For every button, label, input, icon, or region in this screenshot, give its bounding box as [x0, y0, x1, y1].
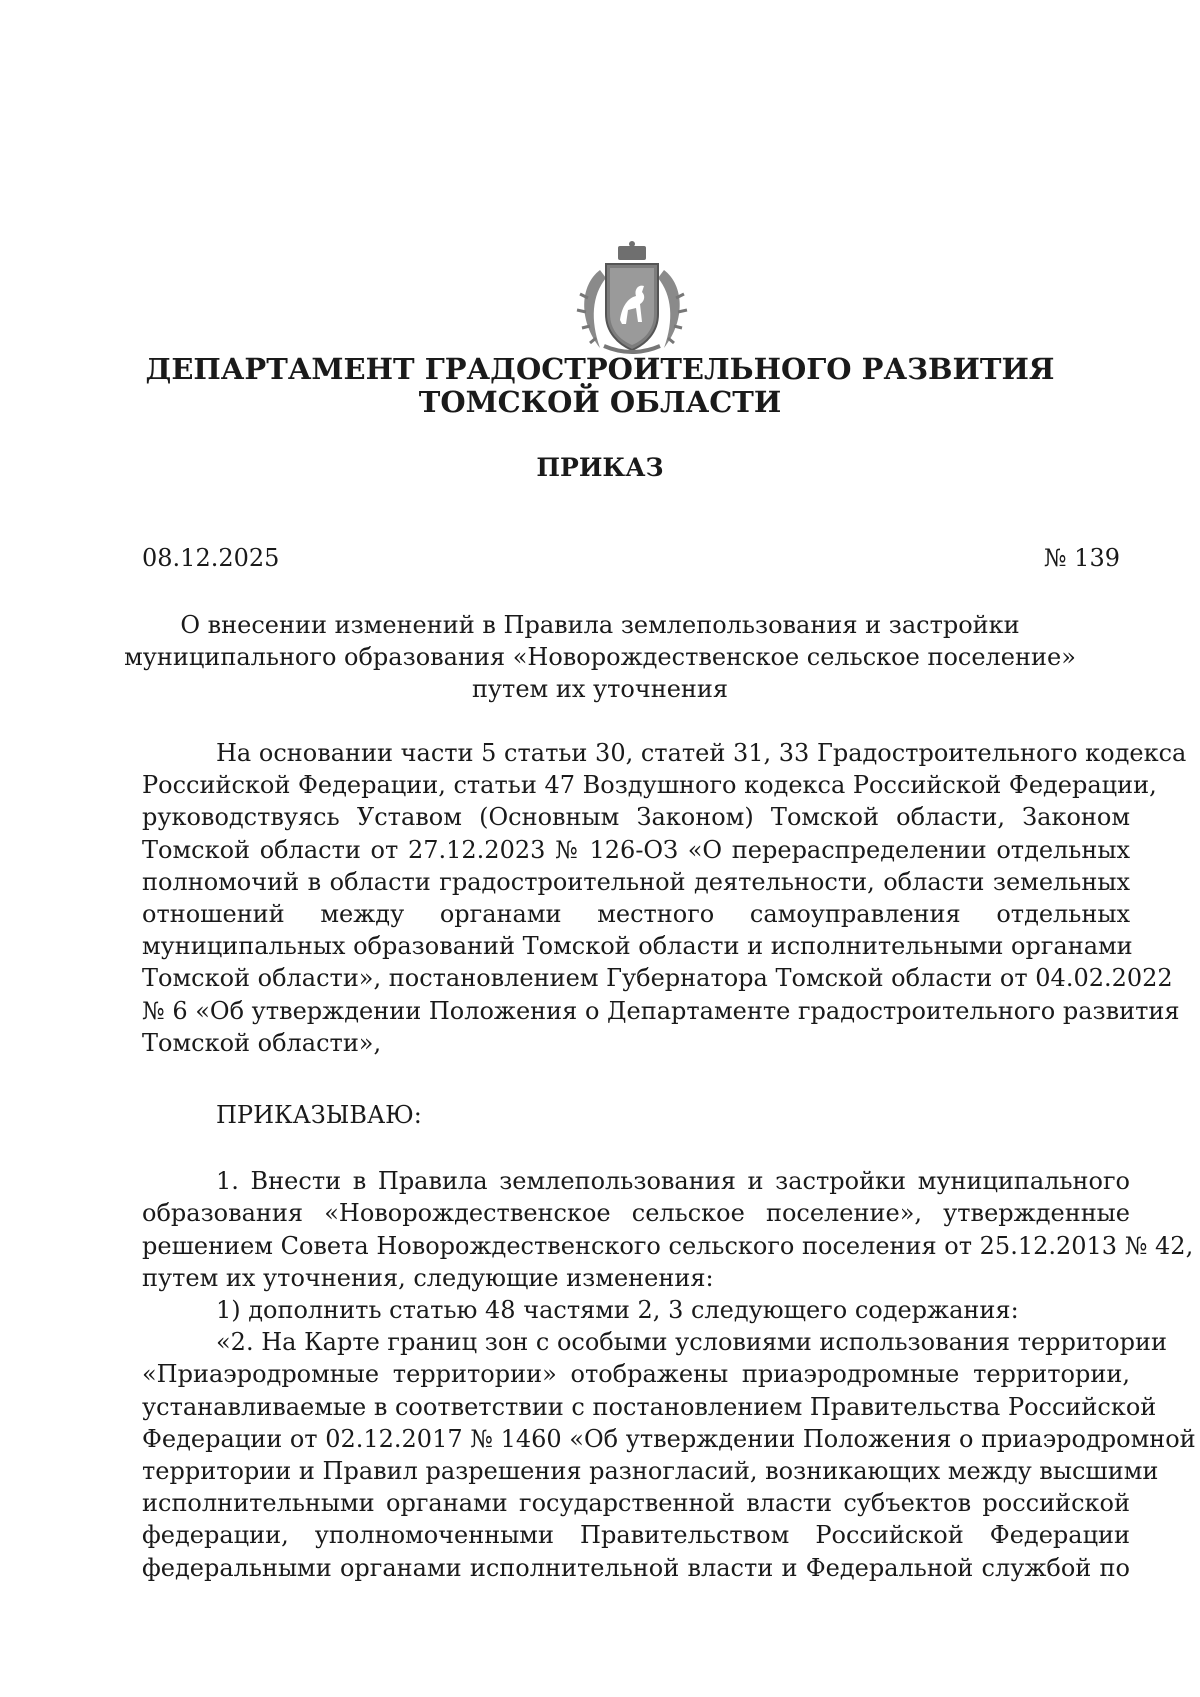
- body-line: Томской области», постановлением Губернатора Томской области от 04.02.2022: [142, 964, 1173, 993]
- tomsk-region-coat-of-arms-icon: [570, 240, 694, 358]
- body-line: решением Совета Новорождественского сельского поселения от 25.12.2013 № 42,: [142, 1231, 1194, 1260]
- department-name: [0, 353, 1200, 419]
- department-name-line: ТОМСКОЙ ОБЛАСТИ: [418, 385, 782, 419]
- subject-line: путем их уточнения: [471, 675, 729, 703]
- body-line: федеральными органами исполнительной власти и Федеральной службой по: [142, 1553, 1130, 1582]
- preamble-paragraph: [142, 737, 1187, 1059]
- order-word: ПРИКАЗЫВАЮ:: [216, 1101, 422, 1130]
- body-line: Томской области»,: [142, 1028, 382, 1057]
- body-line: образования «Новорождественское сельское поселение», утвержденные: [142, 1199, 1130, 1228]
- body-line: Федерации от 02.12.2017 № 1460 «Об утверждении Положения о приаэродромной: [142, 1424, 1196, 1453]
- body-line: «2. На Карте границ зон с особыми условиями использования территории: [216, 1328, 1167, 1357]
- body-line: территории и Правил разрешения разногласий, возникающих между высшими: [142, 1457, 1159, 1486]
- body-line: устанавливаемые в соответствии с постановлением Правительства Российской: [142, 1392, 1157, 1421]
- body-line: исполнительными органами государственной власти субъектов российской: [142, 1489, 1130, 1518]
- body-line: № 6 «Об утверждении Положения о Департаменте градостроительного развития: [142, 996, 1180, 1025]
- quoted-paragraph: [142, 1326, 1196, 1584]
- body-line: Томской области от 27.12.2023 № 126-ОЗ «О перераспределении отдельных: [142, 835, 1130, 864]
- body-line: «Приаэродромные территории» отображены приаэродромные территории,: [142, 1360, 1130, 1389]
- body-line: путем их уточнения, следующие изменения:: [142, 1263, 714, 1292]
- subject-line: муниципального образования «Новорождественское сельское поселение»: [124, 643, 1076, 671]
- subject-line: О внесении изменений в Правила землепользования и застройки: [180, 611, 1020, 639]
- body-line: муниципальных образований Томской области и исполнительными органами: [142, 932, 1133, 961]
- body-line: На основании части 5 статьи 30, статей 31, 33 Градостроительного кодекса: [216, 739, 1187, 767]
- document-number: № 139: [1043, 544, 1120, 572]
- body-line: 1. Внести в Правила землепользования и застройки муниципального: [216, 1167, 1130, 1196]
- subitem-1: 1) дополнить статью 48 частями 2, 3 следующего содержания:: [216, 1296, 1019, 1325]
- body-line: руководствуясь Уставом (Основным Законом) Томской области, Законом: [142, 803, 1130, 832]
- document-type: ПРИКАЗ: [536, 453, 664, 482]
- body-line: Российской Федерации, статьи 47 Воздушного кодекса Российской Федерации,: [142, 771, 1157, 800]
- item-1-paragraph: [142, 1165, 1194, 1294]
- body-line: отношений между органами местного самоуправления отдельных: [142, 900, 1130, 929]
- department-name-line: ДЕПАРТАМЕНТ ГРАДОСТРОИТЕЛЬНОГО РАЗВИТИЯ: [145, 352, 1055, 386]
- body-line: федерации, уполномоченными Правительством Российской Федерации: [142, 1521, 1130, 1550]
- document-date: 08.12.2025: [142, 544, 280, 572]
- document-body: [142, 737, 1196, 1584]
- body-line: полномочий в области градостроительной деятельности, области земельных: [142, 867, 1130, 896]
- document-subject: [0, 609, 1200, 705]
